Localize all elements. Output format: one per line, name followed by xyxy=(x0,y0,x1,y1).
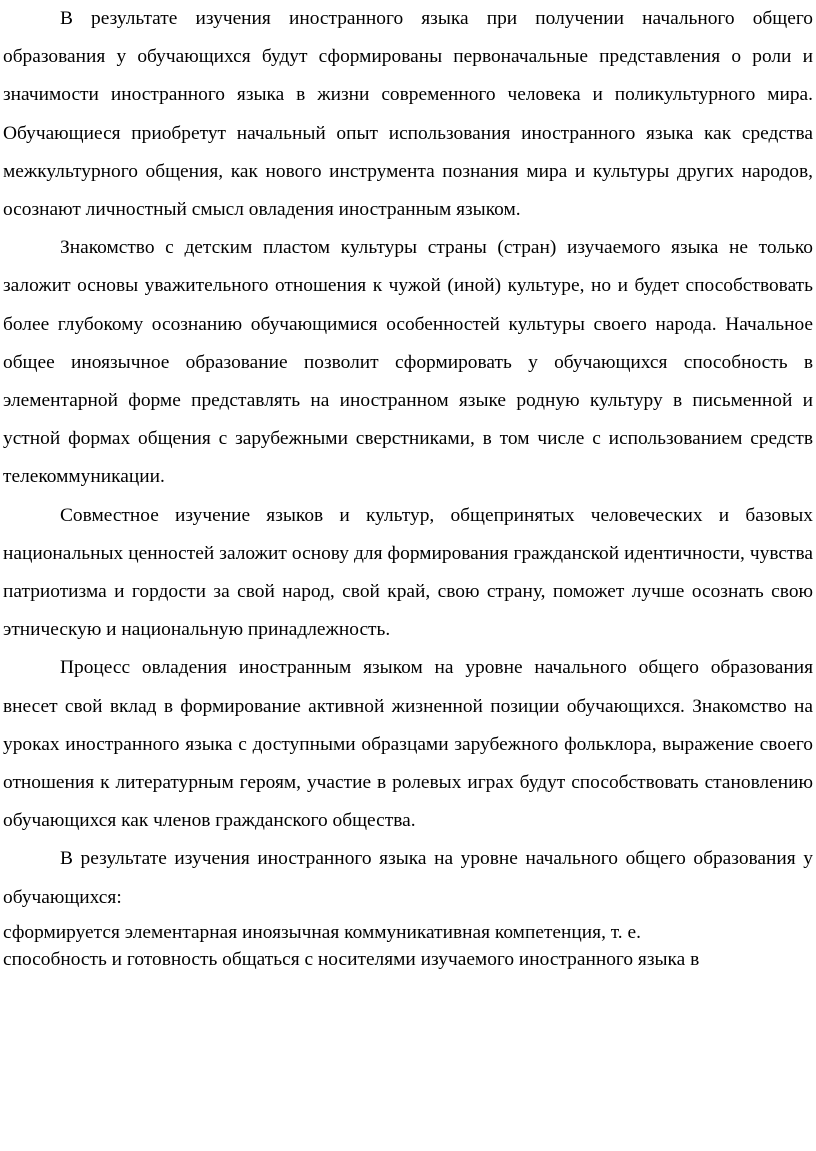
paragraph-5: В результате изучения иностранного языка на уровне начального общего образования у обучающихся: xyxy=(3,848,813,908)
trailing-line-2: способность и готовность общаться с носителями изучаемого иностранного языка в xyxy=(3,948,700,970)
paragraph-2: Знакомство с детским пластом культуры страны (стран) изучаемого языка не только заложит основы уважительного отношения к чужой (иной) культуре, но и будет способствовать более глубокому осознанию обучающимися особенностей культуры своего народа. Начальное общее иноязычное образование позволит сформировать у обучающихся способность в элементарной форме представлять на иностранном языке родную культуру в письменной и устной формах общения с зарубежными сверстниками, в том числе с использованием средств телекоммуникации. xyxy=(3,237,813,488)
paragraph-4: Процесс овладения иностранным языком на уровне начального общего образования внесет свой вклад в формирование активной жизненной позиции обучающихся. Знакомство на уроках иностранного языка с доступными образцами зарубежного фольклора, выражение своего отношения к литературным героям, участие в ролевых играх будут способствовать становлению обучающихся как членов гражданского общества. xyxy=(3,657,813,832)
paragraph-3: Совместное изучение языков и культур, общепринятых человеческих и базовых национальных ценностей заложит основу для формирования гражданской идентичности, чувства патриотизма и гордости за свой народ, свой край, свою страну, поможет лучше осознать свою этническую и национальную принадлежность. xyxy=(3,504,813,641)
trailing-line-1: сформируется элементарная иноязычная коммуникативная компетенция, т. е. xyxy=(3,921,641,943)
paragraph-1: В результате изучения иностранного языка при получении начального общего образования у обучающихся будут сформированы первоначальные представления о роли и значимости иностранного языка в жизни современного человека и поликультурного мира. Обучающиеся приобретут начальный опыт использования иностранного языка как средства межкультурного общения, как нового инструмента познания мира и культуры других народов, осознают личностный смысл овладения иностранным языком. xyxy=(3,8,813,221)
document-page xyxy=(3,0,813,971)
